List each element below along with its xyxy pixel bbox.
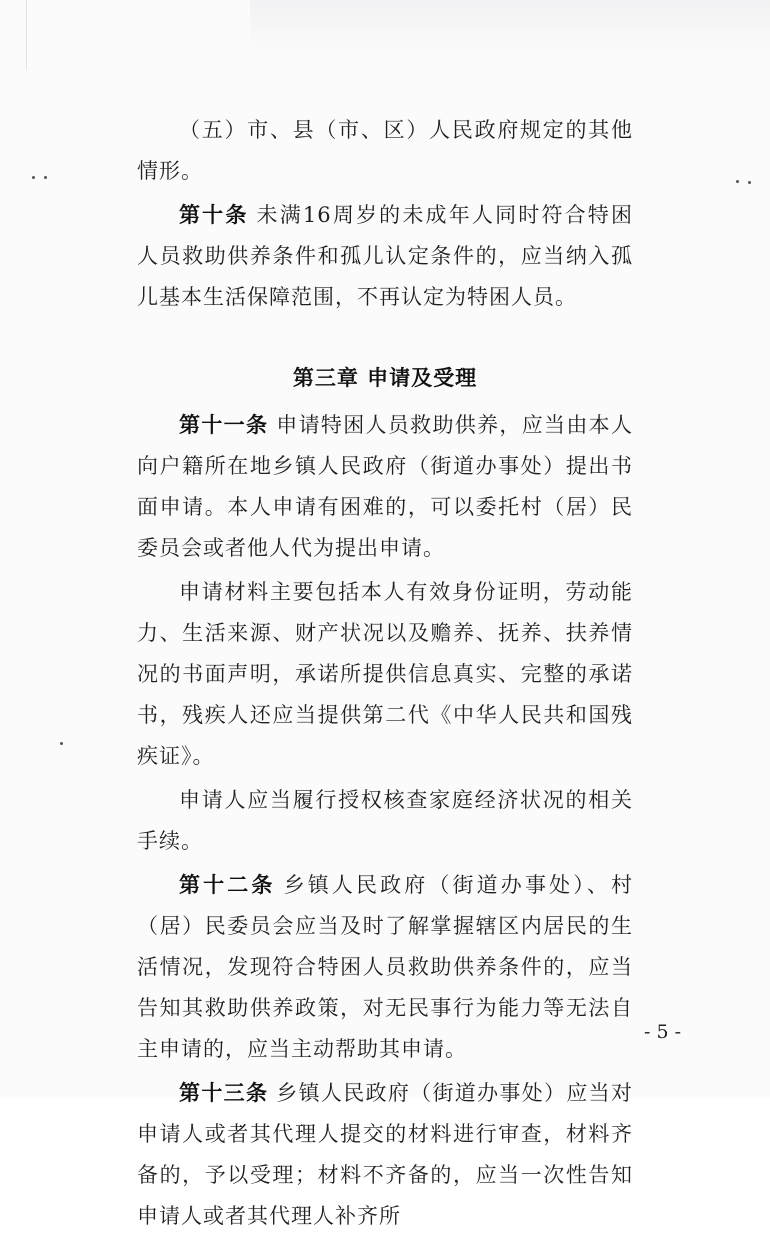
document-body: [137, 110, 633, 1237]
article-number: 第十三条: [179, 1081, 269, 1105]
page-number: - 5 -: [644, 1021, 682, 1043]
paragraph-text: 未满16周岁的未成年人同时符合特困人员救助供养条件和孤儿认定条件的，应当纳入孤儿基本生活保障范围，不再认定为特困人员。: [137, 203, 633, 309]
paragraph-text: 申请人应当履行授权核查家庭经济状况的相关手续。: [137, 788, 633, 853]
paragraph-text: 申请特困人员救助供养，应当由本人向户籍所在地乡镇人民政府（街道办事处）提出书面申请。本人申请有困难的，可以委托村（居）民委员会或者他人代为提出申请。: [137, 413, 634, 560]
chapter-title: 第三章 申请及受理: [292, 366, 478, 390]
paragraph-text: （五）市、县（市、区）人民政府规定的其他情形。: [137, 118, 633, 183]
scan-shadow: [250, 0, 770, 52]
paragraph: [137, 865, 633, 1070]
paragraph-text: 乡镇人民政府（街道办事处）、村（居）民委员会应当及时了解掌握辖区内居民的生活情况，发现符合特困人员救助供养条件的，应当告知其救助供养政策，对无民事行为能力等无法自主申请的，应当主动帮助其申请。: [137, 873, 634, 1061]
scan-speck: [44, 176, 47, 179]
scan-speck: [736, 180, 739, 183]
paragraph: [137, 110, 633, 192]
paragraph: [137, 780, 633, 862]
article-number: 第十条: [179, 203, 249, 227]
paragraph: [137, 195, 633, 318]
paragraph-text: 申请材料主要包括本人有效身份证明，劳动能力、生活来源、财产状况以及赡养、抚养、扶养情况的书面声明，承诺所提供信息真实、完整的承诺书，残疾人还应当提供第二代《中华人民共和国残疾证》。: [137, 580, 633, 768]
scan-speck: [32, 176, 35, 179]
article-number: 第十二条: [179, 873, 276, 897]
paragraph: [137, 572, 633, 777]
scan-edge-line: [26, 0, 27, 70]
scan-speck: [60, 742, 63, 745]
scan-speck: [748, 181, 751, 184]
paragraph: [137, 405, 633, 569]
article-number: 第十一条: [179, 413, 269, 437]
paragraph-text: 乡镇人民政府（街道办事处）应当对申请人或者其代理人提交的材料进行审查，材料齐备的，予以受理；材料不齐备的，应当一次性告知申请人或者其代理人补齐所: [137, 1081, 634, 1228]
